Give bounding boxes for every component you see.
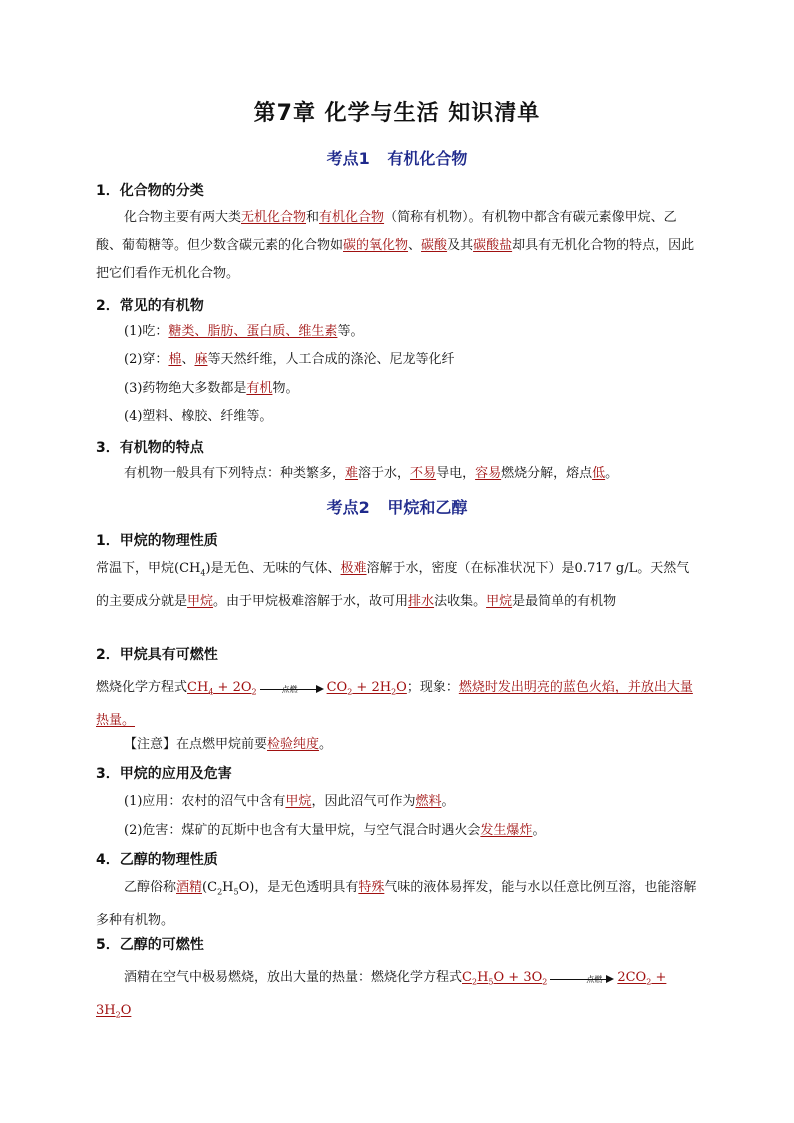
section-label: 考点1 [326,149,370,168]
ethanol-equation: $C_2H_5O + 3O_2$ [462,970,548,987]
text: O)，是无色透明具有 [238,880,359,895]
paragraph-compound-classification [96,204,702,288]
text: 物。 [272,381,299,396]
text: 。 [441,794,455,809]
list-item-wear [124,346,730,374]
section-heading-kaodian-2 [0,495,794,518]
list-item-eat [124,318,730,346]
text: 是最简单的有机物 [512,593,617,609]
answer-blank: 无机化合物 [241,210,307,225]
answer-blank: 碳的氧化物 [343,238,409,253]
text: (2)危害：煤矿的瓦斯中也含有大量甲烷，与空气混合时遇火会 [124,823,481,838]
answer-blank: 难 [345,466,359,481]
section-label: 考点2 [326,498,370,517]
text: )是无色、无味的气体、 [205,561,341,576]
text: 。 [319,737,333,752]
text: 溶解于水，密度（在标准状况下）是0.717 g/L。天然气的主要成分就是 [96,561,690,609]
text: 、 [408,238,422,253]
answer-blank: 燃料 [415,794,442,809]
text: 酒精在空气中极易燃烧，放出大量的热量：燃烧化学方程式 [124,970,463,985]
text: 法收集。 [434,593,487,609]
ethanol-equation-products: $2CO_2 + 3H_2O$ [96,970,667,1020]
heading-methane-physical: 1．甲烷的物理性质 [96,533,218,549]
section-heading-kaodian-1 [0,146,794,169]
subscript: 4 [200,568,206,578]
reaction-arrow [550,972,614,984]
answer-blank: 甲烷 [285,794,312,809]
text: ，因此沼气可作为 [311,794,416,809]
text: 导电， [436,466,476,481]
text: 有机物一般具有下列特点：种类繁多， [124,466,346,481]
answer-blank: 甲烷 [486,593,513,609]
answer-blank: 有机化合物 [319,210,385,225]
section-name: 有机化合物 [387,149,468,168]
text: 溶于水， [358,466,411,481]
answer-blank: 极难 [340,561,367,576]
text: 等。 [337,324,364,339]
text: 化合物主要有两大类 [124,210,242,225]
list-item-hazard [124,817,730,845]
text: (C [202,880,218,895]
text: 。 [532,823,546,838]
answer-blank: 低 [592,466,606,481]
heading-methane-uses: 3．甲烷的应用及危害 [96,766,232,782]
heading-common-organics: 2．常见的有机物 [96,298,204,314]
text: (3)药物绝大多数都是 [124,381,247,396]
answer-blank: 糖类、脂肪、蛋白质、维生素 [168,324,338,339]
heading-ethanol-physical: 4．乙醇的物理性质 [96,852,218,868]
heading-compound-classification: 1．化合物的分类 [96,183,204,199]
text: 及其 [447,238,474,253]
subscript: 5 [233,887,239,897]
answer-blank: 检验纯度 [267,737,320,752]
answer-blank: 发生爆炸 [480,823,533,838]
answer-blank: 燃烧时发出明亮的蓝色火焰，并放出大量热量。 [96,680,693,728]
list-item-plastics: (4)塑料、橡胶、纤维等。 [124,409,273,424]
answer-blank: 酒精 [176,880,203,895]
text: 燃烧化学方程式 [96,680,188,695]
text: ；现象： [406,680,459,695]
text: （简称有机物）。有机物中都含有碳元素像甲烷、乙酸、葡萄糖等。但少数含碳元素的化合物如 [96,210,677,253]
text: 等天然纤维，人工合成的涤沦、尼龙等化纤 [207,352,455,367]
answer-blank: 排水 [408,593,435,609]
answer-blank: 不易 [410,466,437,481]
answer-blank: 特殊 [358,880,385,895]
text: 常温下，甲烷(CH [96,561,201,576]
reaction-condition [550,966,610,994]
text: (1)应用：农村的沼气中含有 [124,794,286,809]
text: H [222,880,234,895]
text: 。 [605,466,619,481]
methane-equation-products: $CO_2 + 2H_2O$ [326,680,407,697]
text: 却具有无机化合物的特点，因此把它们看作无机化合物。 [96,238,695,281]
list-item-medicine [124,375,730,403]
paragraph-ethanol-physical [96,874,702,935]
reaction-arrow [260,682,324,694]
answer-blank: 棉 [168,352,182,367]
heading-methane-combustion: 2．甲烷具有可燃性 [96,647,218,663]
answer-blank: 甲烷 [187,593,214,609]
reaction-condition [260,676,320,704]
text: 、 [181,352,195,367]
answer-blank: 碳酸 [421,238,448,253]
answer-blank: 碳酸盐 [473,238,513,253]
answer-blank: 有机 [246,381,273,396]
paragraph-methane-combustion [96,674,702,735]
text: 和 [306,210,320,225]
paragraph-methane-physical [96,555,702,616]
page-title: 第7章 化学与生活 知识清单 [253,101,541,126]
heading-ethanol-combustion: 5．乙醇的可燃性 [96,937,204,953]
paragraph-ethanol-combustion [96,964,702,1029]
note-methane [96,731,702,759]
answer-blank: 麻 [194,352,208,367]
answer-blank: 容易 [475,466,502,481]
text: 乙醇俗称 [124,880,177,895]
subscript: 2 [217,887,223,897]
text: 燃烧分解，熔点 [501,466,593,481]
text: (1)吃： [124,324,169,339]
text: (2)穿： [124,352,169,367]
paragraph-organic-features [96,460,702,488]
heading-organic-features: 3．有机物的特点 [96,440,204,456]
text: 气味的液体易挥发，能与水以任意比例互溶，也能溶解多种有机物。 [96,880,697,928]
text: 。由于甲烷极难溶解于水，故可用 [213,593,409,609]
section-name: 甲烷和乙醇 [387,498,468,517]
methane-equation: $CH_4 + 2O_2$ [187,680,257,697]
list-item-application [124,788,730,816]
text: 【注意】在点燃甲烷前要 [124,737,268,752]
